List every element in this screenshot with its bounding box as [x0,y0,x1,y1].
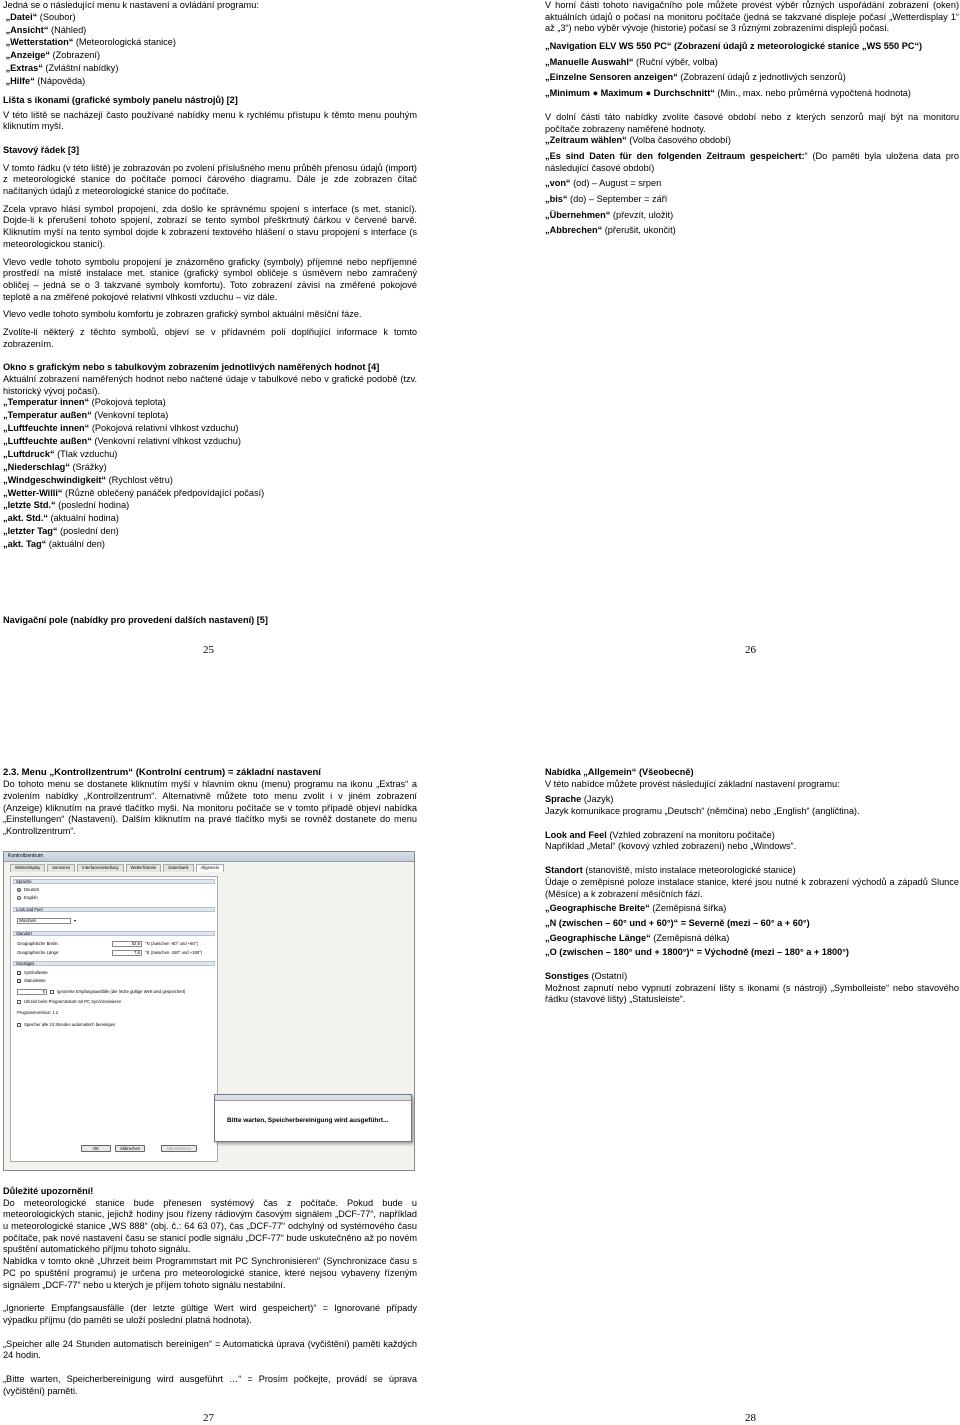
radio-icon [17,888,21,892]
checkbox-icon [17,1023,21,1027]
status-paragraph: Zcela vpravo hlásí symbol propojení, zda došlo ke správnému spojení s interface (s met. stanicí). Dojde-li k přerušení tohoto spojení, zobrazí se tento symbol přeškrtnutý čárkou v červené barvě. Kliknutím myší na tento symbol dojde k zobrazení textového hlášení o stavu propojení s interface (s meteorologickou stanicí). [3,203,417,249]
sprache-label: Sprache (Jazyk) [545,794,614,805]
value-item: „akt. Tag“ (aktuální den) [3,539,105,549]
page-28-column [545,767,959,1006]
settings-panel [10,876,218,1162]
menu-item: „Hilfe“ (Nápověda) [5,76,86,87]
menu-item: „Extras“ (Zvláštní nabídky) [5,63,119,74]
tab-wetterdisplay[interactable]: Wetterdisplay [10,864,45,872]
nav-abbrechen: „Abbrechen“ (přerušit, ukončit) [545,225,676,236]
page-number: 27 [203,1412,214,1424]
ignore-row: 5 Ignorierte Empfangsausfälle (der letzte gültige Wert wird gespeichert) [17,989,185,995]
page-25-column [3,0,417,552]
option-deutsch[interactable]: Deutsch [17,888,39,893]
value-item: „akt. Std.“ (aktuální hodina) [3,513,119,524]
value-item: „letzter Tag“ (poslední den) [3,526,119,537]
cancel-button[interactable]: Abbrechen [115,1145,145,1152]
tab-wetterhistorie[interactable]: Wetterhistorie [126,864,162,872]
important-paragraph: Nabídka v tomto okně „Uhrzeit beim Programmstart mit PC Synchronisieren“ (Synchronizace času s PC po spuštění programu) je určena pro meteorologické stanice, které nejsou vybaveny řízeným signálem „DCF-77“ nebo u kterých je příjem tohoto signálu nestabilní. [3,1256,417,1290]
standort-label: Standort (stanoviště, místo instalace meteorologické stanice) [545,865,796,876]
value-item: „Luftfeuchte außen“ (Venkovní relativní vlhkost vzduchu) [3,436,241,446]
value-item: „Temperatur außen“ (Venkovní teplota) [3,410,169,421]
bitte-note: „Bitte warten, Speicherbereinigung wird ausgeführt …“ = Prosím počkejte, provádí se úprava (vyčištění) paměti. [3,1373,417,1396]
page-27-column [3,767,417,838]
radio-icon [17,896,21,900]
cleanup-dialog [214,1094,412,1142]
lange-value: „O (zwischen – 180° und + 1800°)“ = Východně (mezi – 180° a + 1800°) [545,947,849,958]
lange-label: „Geographische Länge“ (Zeměpisná délka) [545,932,730,943]
important-paragraph: Do meteorologické stanice bude přenesen systémový čas z počítače. Pokud bude u meteorologických stanic, jejichž hodiny jsou řízeny rádiovým časovým signálem „DCF-77“, například u meteorologické stanice „WS 888“ (obj. č.: 64 63 07), čas „DCF-77“ odchylný od systémového času počítače, pak nové nastavení času se stanicí podle signálu „DCF-77“ bude uskutečněno až po novém spuštění automatického příjmu tohoto signálu. [3,1197,417,1255]
group-standort: Standort [13,931,215,936]
status-paragraph: V tomto řádku (v této liště) je zobrazován po zvolení příslušného menu průběh přenosu údajů (import) z meteorologické stanice do počítače pomocí čárového diagramu. Dále je zde zobrazen čítač načítaných údajů z meteorologické stanice do počítače. [3,162,417,197]
lange-row: Geographische Länge: 7,6 °E (zwischen -180° und +180°) [17,949,203,955]
look-select[interactable]: Windows ▾ [19,917,77,923]
page-26-column [545,0,959,237]
tab-sensoren[interactable]: Sensoren [47,864,75,872]
tab-datenbank[interactable]: Datenbank [163,864,193,872]
look-label: Look and Feel (Vzhled zobrazení na monitoru počítače) [545,829,775,840]
dialog-titlebar [215,1095,411,1101]
checkbox-icon: ✓ [18,979,22,985]
screenshot-tabs [4,862,414,872]
allgemein-heading: Nabídka „Allgemein“ (Všeobecně) [545,767,694,777]
nav-bis: „bis“ (do) – September = září [545,193,668,204]
nav-elv: „Navigation ELV WS 550 PC“ (Zobrazení údajů z meteorologické stanice „WS 550 PC“) [545,41,923,52]
window-heading: Okno s grafickým nebo s tabulkovým zobrazením jednotlivých naměřených hodnot [4] [3,362,380,373]
group-sonstiges: Sonstiges [13,961,215,966]
kontrollzentrum-text: Do tohoto menu se dostanete kliknutím myší v hlavním oknu (menu) programu na ikonu „Extras“ a zvolením nabídky „Kontrollzentrum“. Alternativně můžete toto menu zvolit i v jiném zobrazení (Anzeige) kliknutím na pravé tlačítko myši. Na monitoru počítače se v tomto případě objeví nabídka „Einstellungen“ (Nastavení). Dalším kliknutím na pravé tlačítko myši se rovněž dostanete do menu „Kontrollzentrum“. [3,779,417,836]
kontrollzentrum-screenshot [3,851,415,1171]
status-paragraph: Zvolíte-li některý z těchto symbolů, objeví se v přídavném poli doplňující informace k tomto zobrazením. [3,326,417,349]
value-item: „Temperatur innen“ (Pokojová teplota) [3,397,166,408]
option-english[interactable]: English [17,896,38,901]
chk-sync[interactable]: Uhrzeit beim Programmstart mit PC Synchronisieren [17,1000,121,1005]
value-item: „Niederschlag“ (Srážky) [3,461,107,472]
sonstiges-text: Možnost zapnutí nebo vypnutí zobrazení lišty s ikonami (s nástroji) „Symbolleiste“ nebo stavového řádku (stavové lišty) „Statusleiste“. [545,982,959,1005]
kontrollzentrum-heading: 2.3. Menu „Kontrollzentrum“ (Kontrolní centrum) = základní nastavení [3,767,321,778]
important-section [3,1186,417,1397]
sonstiges-label: Sonstiges (Ostatní) [545,970,628,981]
page-number: 26 [745,644,756,656]
nav-minmax: „Minimum ● Maximum ● Durchschnitt“ (Min., max. nebo průměrná vypočtená hodnota) [545,88,911,99]
toolbar-heading: Lišta s ikonami (grafické symboly panelu nástrojů) [2] [3,94,238,105]
nav-ubernehmen: „Übernehmen“ (převzít, uložit) [545,209,674,220]
menu-item: „Wetterstation“ (Meteorologická stanice) [5,37,176,48]
checkbox-icon [17,1000,21,1004]
ignore-input[interactable]: 5 [17,989,47,995]
status-paragraph: Vlevo vedle tohoto symbolu komfortu je zobrazen grafický symbol aktuální měsíční fáze. [3,309,362,320]
status-paragraph: Vlevo vedle tohoto symbolu propojení je znázorněno graficky (symboly) příjemné nebo nepříjemné prostředí na místě instalace met. stanice (grafický symbol obličeje s úsměvem nebo zamračený obličej – jedná se o 3 takzvané symboly komfortu). Toto zobrazení závisí na změřené pokojové teplotě a na změřené pokojové relativní vlhkosti vzduchu – viz dále. [3,256,417,302]
chk-speicher[interactable]: Speicher alle 24 Stunden automatisch bereinigen [17,1023,115,1028]
important-heading: Důležité upozornění! [3,1186,94,1196]
nav-heading: Navigační pole (nabídky pro provedení dalších nastavení) [5] [3,615,268,625]
breite-row: Geographische Breite: 52,6 °N (zwischen -60° und +60°) [17,940,198,946]
chk-symbolleiste[interactable]: ✓ Symbolleiste [18,970,48,977]
allgemein-text: V této nabídce můžete provést následující základní nastavení programu: [545,778,840,789]
group-sprache: Sprache [13,879,215,884]
nav-von: „von“ (od) – August = srpen [545,178,662,189]
value-item: „Luftfeuchte innen“ (Pokojová relativní vlhkost vzduchu) [3,423,239,434]
status-heading: Stavový řádek [3] [3,145,80,155]
menu-list [3,12,417,88]
menu-intro: Jedná se o následující menu k nastavení a ovládání programu: [3,0,259,10]
nav-manual: „Manuelle Auswahl“ (Ruční výběr, volba) [545,56,718,67]
dialog-message: Bitte warten, Speicherbereinigung wird ausgeführt... [227,1117,389,1124]
spinner-icon[interactable] [50,990,54,994]
breite-value: „N (zwischen – 60° und + 60°)“ = Severně (mezi – 60° a + 60°) [545,917,810,928]
checkbox-icon: ✓ [18,971,22,977]
ignorierte-note: „Ignorierte Empfangsausfälle (der letzte gültige Wert wird gespeichert)“ = Ignorované případy výpadku příjmu (do paměti se uloží poslední platná hodnota). [3,1303,417,1325]
menu-item: „Anzeige“ (Zobrazení) [5,50,101,61]
tab-allgemein[interactable]: Allgemein [196,864,224,872]
page-number: 28 [745,1412,756,1424]
program-version: Programmversion: 1.2 [17,1010,59,1015]
tab-interface[interactable]: Interfaceeinstellung [77,864,123,872]
window-text: Aktuální zobrazení naměřených hodnot nebo načtené údaje v tabulkové nebo v grafické podobě (tzv. historický vývoj počasí). [3,374,417,396]
nav-es-sind: „Es sind Daten für den folgenden Zeitraum gespeichert:“ (Do paměti byla uložena data pro následující časové období) [545,150,959,173]
value-item: „Wetter-Willi“ (Různě oblečený panáček předpovídající počasí) [3,487,265,498]
sprache-text: Jazyk komunikace programu „Deutsch“ (němčina) nebo „English“ (angličtina). [545,806,860,817]
look-text: Například „Metal“ (kovový vzhled zobrazení) nebo „Windows“. [545,841,797,852]
chk-statusleiste[interactable]: ✓ Statusleiste [18,978,46,985]
nav-paragraph: V horní části tohoto navigačního pole můžete provést výběr různých uspořádání zobrazení (oken) aktuálních údajů o počasí na monitoru počítače (jedná se takzvané displeje počasí „Wetterdisplay 1“ až „3“) nebo výběr vývoje (historie) počasí se 3 různými zobrazeními displejů počasí. [545,0,959,34]
breite-input[interactable]: 52,6 [112,941,142,947]
nav-zeitraum: „Zeitraum wählen“ (Volba časového období) [545,135,731,146]
toolbar-text: V této liště se nacházejí často používané nabídky menu k rychlému přístupu k těmto menu pouhým kliknutím myší. [3,109,417,132]
lange-input[interactable]: 7,6 [112,950,142,956]
menu-item: „Ansicht“ (Náhled) [5,24,87,35]
value-item: „Windgeschwindigkeit“ (Rychlost větru) [3,474,173,485]
page-number: 25 [203,644,214,656]
chevron-down-icon: ▾ [74,917,77,923]
nav-paragraph: V dolní části táto nabídky zvolíte časové období nebo z kterých senzorů mají být na monitoru počítače zobrazeny naměřené hodnoty. [545,111,959,134]
ok-button[interactable]: OK [81,1145,111,1152]
apply-button[interactable]: Übernehmen [161,1145,197,1152]
speicher-note: „Speicher alle 24 Stunden automatisch bereinigen“ = Automatická úprava (vyčištění) paměti každých 24 hodin. [3,1338,417,1361]
screenshot-titlebar: Kontrollzentrum [4,852,414,862]
value-item: „letzte Std.“ (poslední hodina) [3,500,130,511]
group-look: Look and Feel [13,907,215,912]
menu-item: „Datei“ (Soubor) [5,11,76,22]
breite-label: „Geographische Breite“ (Zeměpisná šířka) [545,903,727,914]
standort-text: Údaje o zeměpisné poloze instalace stanice, které jsou nutné k zobrazení východů a západů Slunce (Měsíce) a k zobrazení měsíčních fází. [545,876,959,899]
value-item: „Luftdruck“ (Tlak vzduchu) [3,448,118,459]
nav-sensors: „Einzelne Sensoren anzeigen“ (Zobrazení údajů z jednotlivých senzorů) [545,72,846,83]
value-list [3,397,417,550]
